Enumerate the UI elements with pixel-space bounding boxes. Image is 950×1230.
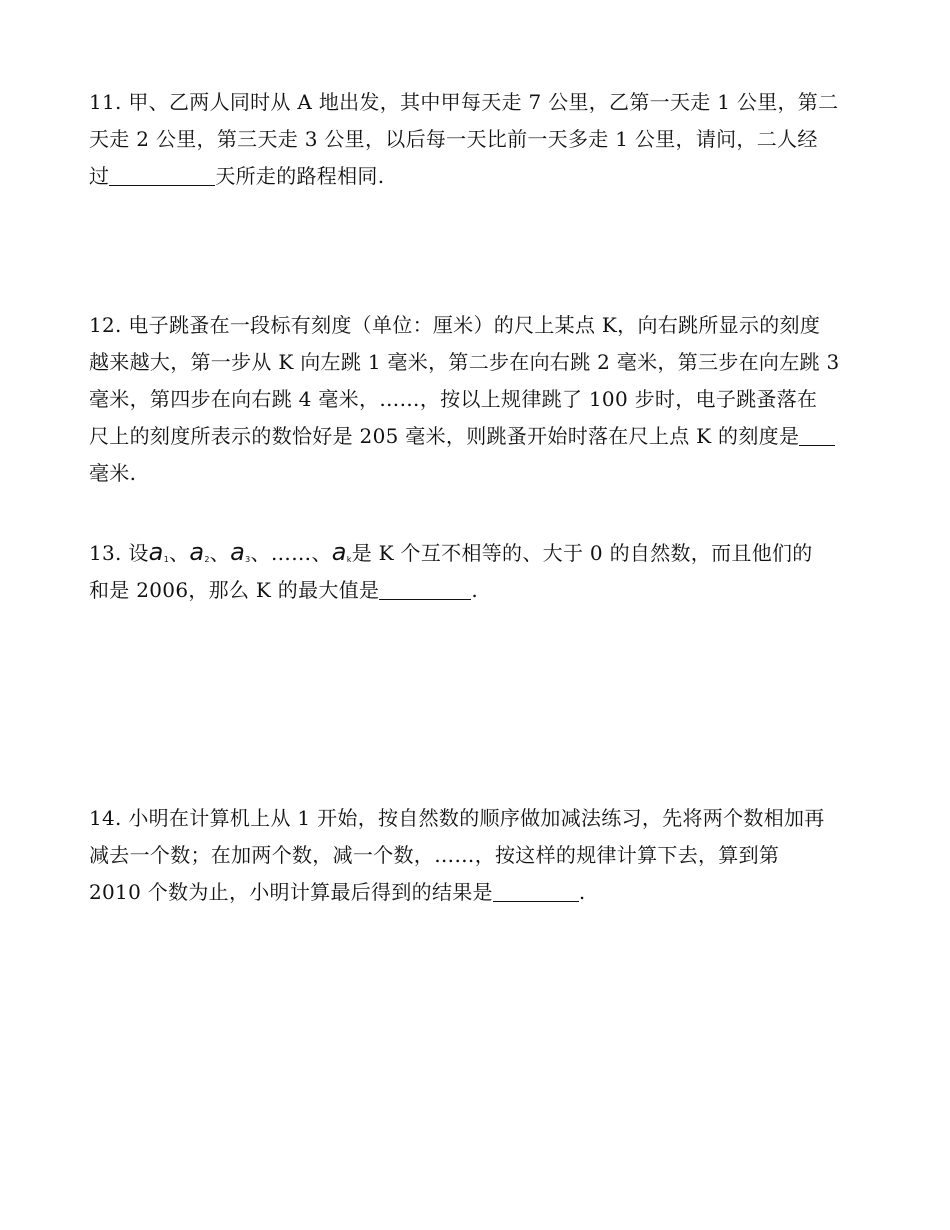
question-13-text-end: . <box>471 578 478 602</box>
math-variable-a2: $a_2$ <box>189 538 210 566</box>
separator: 、 <box>311 541 332 565</box>
answer-blank-11 <box>109 163 215 186</box>
ellipsis: …… <box>270 541 312 565</box>
question-11 <box>89 84 864 195</box>
answer-blank-14 <box>493 879 579 902</box>
question-13-text: 和是 2006，那么 K 的最大值是 <box>89 578 380 602</box>
question-13-line-2 <box>89 572 864 609</box>
question-11-line-2: 天走 2 公里，第三天走 3 公里，以后每一天比前一天多走 1 公里，请问，二人经 <box>89 127 818 151</box>
question-14-text: 2010 个数为止，小明计算最后得到的结果是 <box>89 880 493 904</box>
math-variable-ak: $a_k$ <box>331 538 352 566</box>
question-11-line-1: 11. 甲、乙两人同时从 A 地出发，其中甲每天走 7 公里，乙第一天走 1 公里，第二 <box>89 90 839 114</box>
question-14 <box>89 800 864 911</box>
question-12-line-4 <box>89 418 864 455</box>
answer-blank-13 <box>379 577 471 600</box>
question-12-line-3: 毫米，第四步在向右跳 4 毫米，……，按以上规律跳了 100 步时，电子跳蚤落在 <box>89 387 818 411</box>
question-12-line-1: 12. 电子跳蚤在一段标有刻度（单位：厘米）的尺上某点 K，向右跳所显示的刻度 <box>89 313 821 337</box>
separator: 、 <box>209 541 231 565</box>
question-11-line-3 <box>89 158 864 195</box>
question-14-line-2: 减去一个数；在加两个数，减一个数，……，按这样的规律计算下去，算到第 <box>89 843 780 867</box>
separator: 、 <box>169 541 190 565</box>
question-14-line-1: 14. 小明在计算机上从 1 开始，按自然数的顺序做加减法练习，先将两个数相加再 <box>89 806 825 830</box>
question-12 <box>89 307 864 492</box>
math-variable-a1: $a_1$ <box>148 538 170 566</box>
answer-blank-12 <box>799 423 835 446</box>
question-11-text-end: 天所走的路程相同. <box>215 164 385 188</box>
question-11-text: 过 <box>89 164 110 188</box>
question-12-text: 尺上的刻度所表示的数恰好是 205 毫米，则跳蚤开始时落在尺上点 K 的刻度是 <box>89 424 800 448</box>
question-14-text-end: . <box>578 880 586 904</box>
math-variable-a3: $a_3$ <box>230 538 251 566</box>
question-12-line-5: 毫米. <box>89 461 137 485</box>
question-13-line-1-text: 是 K 个互不相等的、大于 0 的自然数，而且他们的 <box>351 541 813 565</box>
question-13-line-1 <box>89 535 864 572</box>
question-12-line-2: 越来越大，第一步从 K 向左跳 1 毫米，第二步在向右跳 2 毫米，第三步在向左跳 3 <box>89 350 840 374</box>
question-13 <box>89 535 864 609</box>
question-13-prefix: 13. 设 <box>89 541 149 565</box>
separator: 、 <box>250 541 271 565</box>
question-14-line-3 <box>89 874 864 911</box>
